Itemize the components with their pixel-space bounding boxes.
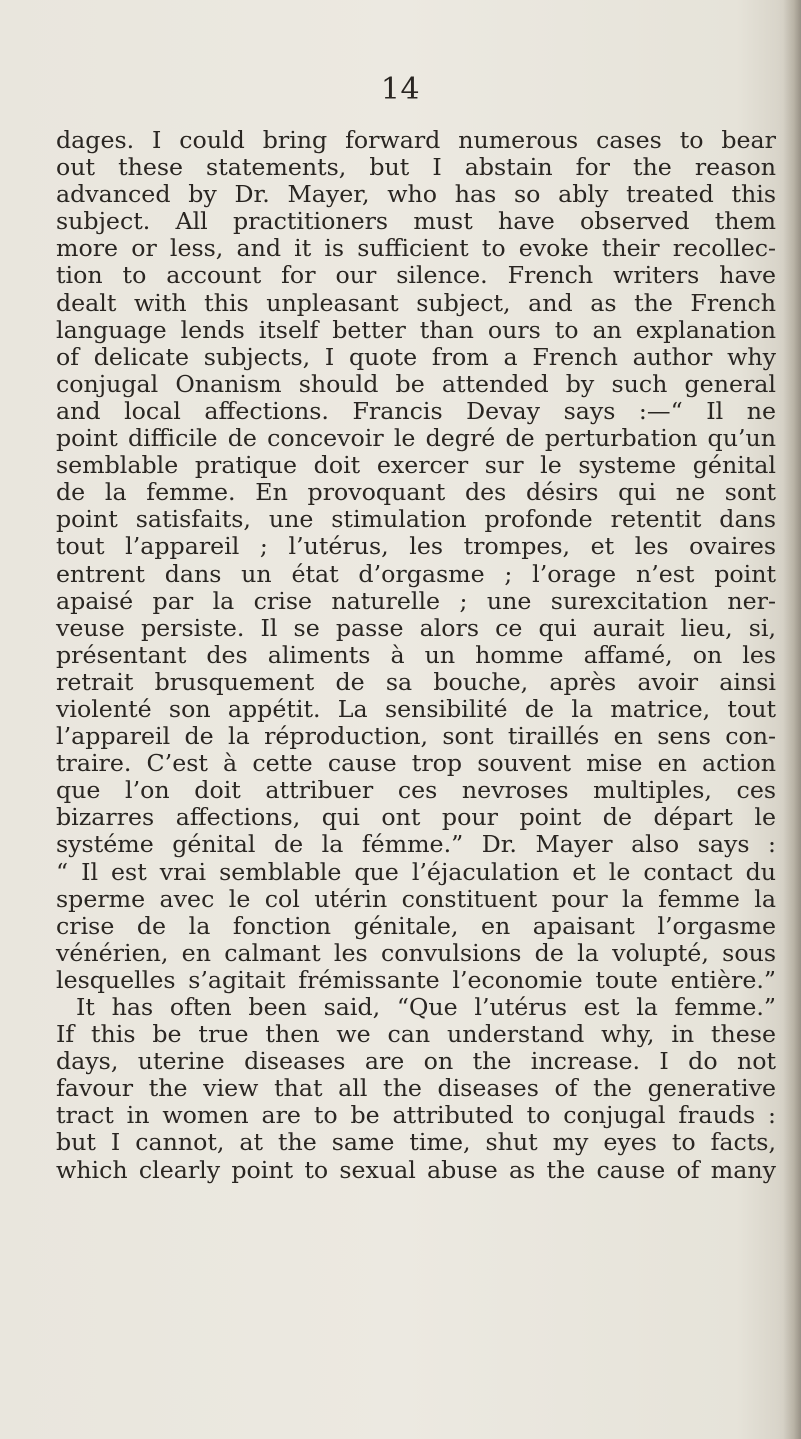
- text-line: vénérien, en calmant les convulsions de la volupté, sous: [56, 938, 776, 967]
- text-line: de la femme. En provoquant des désirs qui ne sont: [56, 478, 776, 507]
- text-line: violenté son appétit. La sensibilité de la matrice, tout: [56, 694, 776, 723]
- body-text: [56, 127, 776, 1184]
- text-line: apaisé par la crise naturelle ; une surexcitation ner-: [56, 586, 776, 615]
- text-line: subject. All practitioners must have observed them: [56, 207, 776, 236]
- text-line: conjugal Onanism should be attended by such general: [56, 369, 776, 398]
- text-line: point satisfaits, une stimulation profonde retentit dans: [56, 505, 776, 534]
- text-line: semblable pratique doit exercer sur le systeme génital: [56, 451, 776, 480]
- text-line: veuse persiste. Il se passe alors ce qui aurait lieu, si,: [56, 613, 776, 642]
- text-line: retrait brusquement de sa bouche, après avoir ainsi: [56, 667, 776, 696]
- text-line: which clearly point to sexual abuse as the cause of many: [56, 1155, 776, 1184]
- text-line: It has often been said, “Que l’utérus est la femme.”: [76, 993, 776, 1021]
- text-line: more or less, and it is sufficient to evoke their recollec-: [56, 234, 776, 263]
- text-line: lesquelles s’agitait frémissante l’economie toute entière.”: [56, 965, 776, 994]
- text-line: point difficile de concevoir le degré de perturbation qu’un: [56, 424, 776, 453]
- text-line: tout l’appareil ; l’utérus, les trompes, et les ovaires: [56, 532, 776, 561]
- text-line: systéme génital de la fémme.” Dr. Mayer also says :: [56, 830, 776, 859]
- text-line: days, uterine diseases are on the increase. I do not: [56, 1047, 776, 1076]
- text-line: dealt with this unpleasant subject, and as the French: [56, 288, 776, 317]
- text-line: but I cannot, at the same time, shut my eyes to facts,: [56, 1128, 776, 1157]
- text-line: bizarres affections, qui ont pour point de départ le: [56, 803, 776, 832]
- page-number: 14: [380, 72, 421, 107]
- text-line: favour the view that all the diseases of the generative: [56, 1074, 776, 1103]
- text-line: l’appareil de la réproduction, sont tiraillés en sens con-: [56, 722, 776, 751]
- text-line: sperme avec le col utérin constituent pour la femme la: [56, 884, 776, 913]
- text-line: crise de la fonction génitale, en apaisant l’orgasme: [56, 911, 776, 940]
- text-line: tract in women are to be attributed to conjugal frauds :: [56, 1101, 776, 1130]
- text-line: “ Il est vrai semblable que l’éjaculation et le contact du: [56, 857, 776, 886]
- text-line: que l’on doit attribuer ces nevroses multiples, ces: [56, 776, 776, 805]
- text-line: entrent dans un état d’orgasme ; l’orage n’est point: [56, 559, 776, 588]
- text-line: out these statements, but I abstain for the reason: [56, 153, 776, 182]
- text-line: tion to account for our silence. French writers have: [56, 261, 776, 290]
- text-line: présentant des aliments à un homme affamé, on les: [56, 640, 776, 669]
- text-line: of delicate subjects, I quote from a French author why: [56, 342, 776, 371]
- text-line: language lends itself better than ours to an explanation: [56, 315, 776, 344]
- page-edge-shadow: [783, 0, 801, 1439]
- text-line: traire. C’est à cette cause trop souvent mise en action: [56, 749, 776, 778]
- text-line: advanced by Dr. Mayer, who has so ably treated this: [56, 180, 776, 209]
- text-line: If this be true then we can understand why, in these: [56, 1020, 776, 1049]
- text-line: dages. I could bring forward numerous cases to bear: [56, 126, 776, 154]
- text-line: and local affections. Francis Devay says :—“ Il ne: [56, 396, 776, 425]
